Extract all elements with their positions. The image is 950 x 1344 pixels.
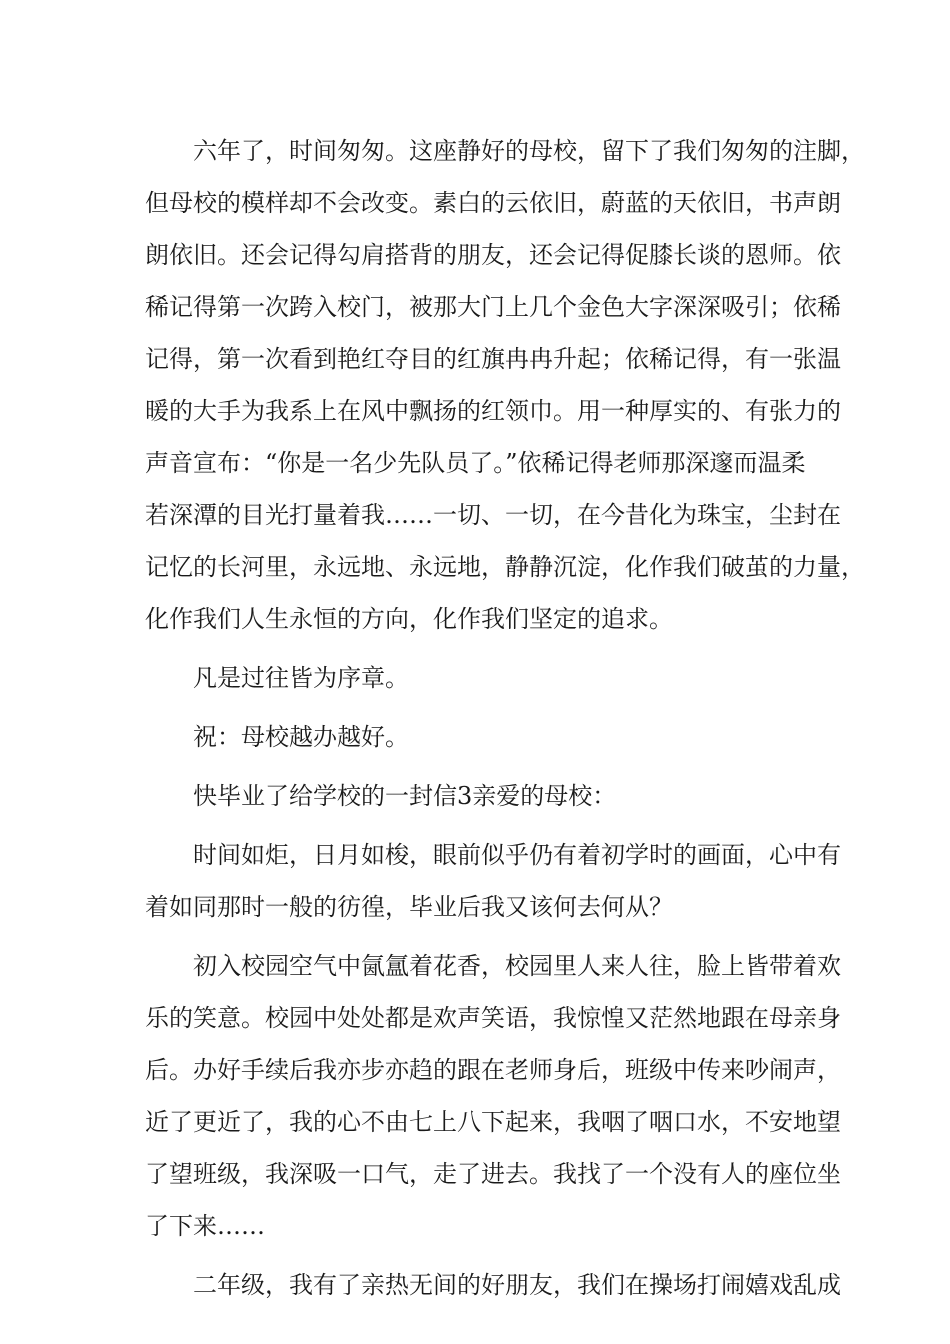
text-line: 近了更近了，我的心不由七上八下起来，我咽了咽口水，不安地望	[145, 1108, 841, 1136]
text-line: 时间如炬，日月如梭，眼前似乎仍有着初学时的画面，心中有	[193, 841, 841, 869]
text-line: 若深潭的目光打量着我……一切、一切，在今昔化为珠宝，尘封在	[145, 501, 841, 529]
text-line: 朗依旧。还会记得勾肩搭背的朋友，还会记得促膝长谈的恩师。依	[145, 241, 841, 269]
text-line: 六年了，时间匆匆。这座静好的母校，留下了我们匆匆的注脚，	[193, 137, 865, 165]
text-line: 了望班级，我深吸一口气，走了进去。我找了一个没有人的座位坐	[145, 1160, 841, 1188]
text-line: 记得，第一次看到艳红夺目的红旗冉冉升起；依稀记得，有一张温	[145, 345, 841, 373]
text-line: 二年级，我有了亲热无间的好朋友，我们在操场打闹嬉戏乱成	[193, 1271, 841, 1299]
text-line: 稀记得第一次跨入校门，被那大门上几个金色大字深深吸引；依稀	[145, 293, 841, 321]
text-line: 凡是过往皆为序章。	[193, 664, 409, 692]
text-line: 声音宣布：“你是一名少先队员了。”依稀记得老师那深邃而温柔	[145, 449, 806, 477]
text-line: 初入校园空气中氤氲着花香，校园里人来人往，脸上皆带着欢	[193, 952, 841, 980]
text-line: 暖的大手为我系上在风中飘扬的红领巾。用一种厚实的、有张力的	[145, 397, 841, 425]
text-line: 但母校的模样却不会改变。素白的云依旧，蔚蓝的天依旧，书声朗	[145, 189, 841, 217]
text-line: 祝：母校越办越好。	[193, 723, 409, 751]
text-line: 了下来……	[145, 1212, 265, 1240]
text-line: 着如同那时一般的彷徨，毕业后我又该何去何从？	[145, 893, 673, 921]
text-line: 后。办好手续后我亦步亦趋的跟在老师身后，班级中传来吵闹声，	[145, 1056, 841, 1084]
text-line: 乐的笑意。校园中处处都是欢声笑语，我惊惶又茫然地跟在母亲身	[145, 1004, 841, 1032]
document-body	[145, 125, 865, 1311]
text-line: 快毕业了给学校的一封信3亲爱的母校：	[193, 782, 617, 810]
text-line: 记忆的长河里，永远地、永远地，静静沉淀，化作我们破茧的力量，	[145, 553, 865, 581]
text-line: 化作我们人生永恒的方向，化作我们坚定的追求。	[145, 605, 673, 633]
